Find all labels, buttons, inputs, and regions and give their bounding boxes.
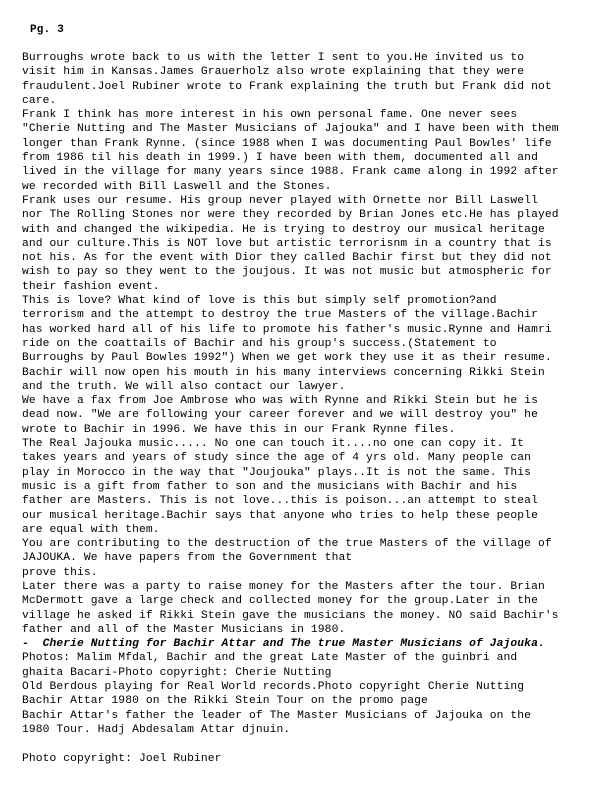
text-line: wrote to Bachir in 1996. We have this in our Frank Rynne files.	[22, 423, 456, 436]
photo-captions	[22, 651, 602, 737]
text-line: father are Masters. This is not love...this is poison...an attempt to steal	[22, 495, 538, 508]
text-line: nor The Rolling Stones nor were they recorded by Brian Jones etc.He has played	[22, 209, 559, 222]
text-line: village he asked if Rikki Stein gave the musicians the money. NO said Bachir's	[22, 609, 559, 622]
text-line: You are contributing to the destruction of the true Masters of the village of	[22, 538, 552, 551]
caption-line: Photos: Malim Mfdal, Bachir and the great Late Master of the guinbri and	[22, 652, 518, 665]
text-line: JAJOUKA. We have papers from the Government that	[22, 552, 353, 565]
text-line: we recorded with Bill Laswell and the Stones.	[22, 180, 332, 193]
text-line: Burroughs by Paul Bowles 1992") When we get work they use it as their resume.	[22, 352, 552, 365]
text-line: McDermott gave a large check and collected money for the group.Later in the	[22, 595, 538, 608]
text-line: "Cherie Nutting and The Master Musicians of Jajouka" and I have been with them	[22, 123, 559, 136]
text-line: has worked hard all of his life to promote his father's music.Rynne and Hamri	[22, 323, 552, 336]
text-line: longer than Frank Rynne. (since 1988 when I was documenting Paul Bowles' life	[22, 137, 552, 150]
text-line: takes years and years of study since the age of 4 yrs old. Many people can	[22, 452, 532, 465]
text-line: care.	[22, 94, 57, 107]
caption-line: 1980 Tour. Hadj Abdesalam Attar djnuin.	[22, 723, 291, 736]
text-line: play in Morocco in the way that "Joujouka" plays..It is not the same. This	[22, 466, 532, 479]
text-line: and the truth. We will also contact our lawyer.	[22, 380, 346, 393]
text-line: We have a fax from Joe Ambrose who was with Rynne and Rikki Stein but he is	[22, 395, 538, 408]
text-line: our musical heritage.Bachir says that anyone who tries to help these people	[22, 509, 538, 522]
text-line: are equal with them.	[22, 523, 160, 536]
text-line: Bachir will now open his mouth in his many interviews concerning Rikki Stein	[22, 366, 545, 379]
text-line: their fashion event.	[22, 280, 160, 293]
text-line: ride on the coattails of Bachir and his group's success.(Statement to	[22, 337, 497, 350]
text-line: Later there was a party to raise money for the Masters after the tour. Brian	[22, 580, 545, 593]
text-line: Frank uses our resume. His group never played with Ornette nor Bill Laswell	[22, 194, 538, 207]
text-line: terrorism and the attempt to destroy the true Masters of the village.Bachir	[22, 309, 538, 322]
document-body	[22, 51, 602, 766]
text-line: lived in the village for many years since 1988. Frank came along in 1992 after	[22, 166, 559, 179]
text-line: music is a gift from father to son and the musicians with Bachir and his	[22, 480, 518, 493]
spacer	[22, 737, 602, 751]
text-line: fraudulent.Joel Rubiner wrote to Frank explaining the truth but Frank did not	[22, 80, 552, 93]
text-line: Frank I think has more interest in his own personal fame. One never sees	[22, 109, 518, 122]
text-line: father and all of the Master Musicians in 1980.	[22, 623, 346, 636]
body-text	[22, 51, 602, 637]
text-line: Burroughs wrote back to us with the letter I sent to you.He invited us to	[22, 52, 525, 64]
text-line: and our culture.This is NOT love but artistic terrorisnm in a country that is	[22, 237, 552, 250]
text-line: not his. As for the event with Dior they called Bachir first but they did not	[22, 252, 552, 265]
caption-line: Bachir Attar 1980 on the Rikki Stein Tour on the promo page	[22, 695, 428, 708]
page-number: Pg. 3	[30, 24, 65, 36]
text-line: visit him in Kansas.James Grauerholz also wrote explaining that they were	[22, 66, 525, 79]
text-line: dead now. "We are following your career forever and we will destroy you" he	[22, 409, 538, 422]
text-line: with and changed the wikipedia. He is trying to destroy our musical heritage	[22, 223, 545, 236]
signature-line: - Cherie Nutting for Bachir Attar and The true Master Musicians of Jajouka.	[22, 638, 545, 651]
text-line: This is love? What kind of love is this but simply self promotion?and	[22, 295, 497, 308]
footer-credit: Photo copyright: Joel Rubiner	[22, 752, 222, 765]
text-line: from 1986 til his death in 1999.) I have been with them, documented all and	[22, 152, 538, 165]
text-line: The Real Jajouka music..... No one can touch it....no one can copy it. It	[22, 438, 525, 451]
text-line: wish to pay so they went to the joujous. It was not music but atmospheric for	[22, 266, 552, 279]
caption-line: Old Berdous playing for Real World records.Photo copyright Cherie Nutting	[22, 681, 525, 694]
text-line: prove this.	[22, 566, 98, 579]
caption-line: Bachir Attar's father the leader of The Master Musicians of Jajouka on the	[22, 709, 532, 722]
caption-line: ghaita Bacari-Photo copyright: Cherie Nutting	[22, 666, 332, 679]
